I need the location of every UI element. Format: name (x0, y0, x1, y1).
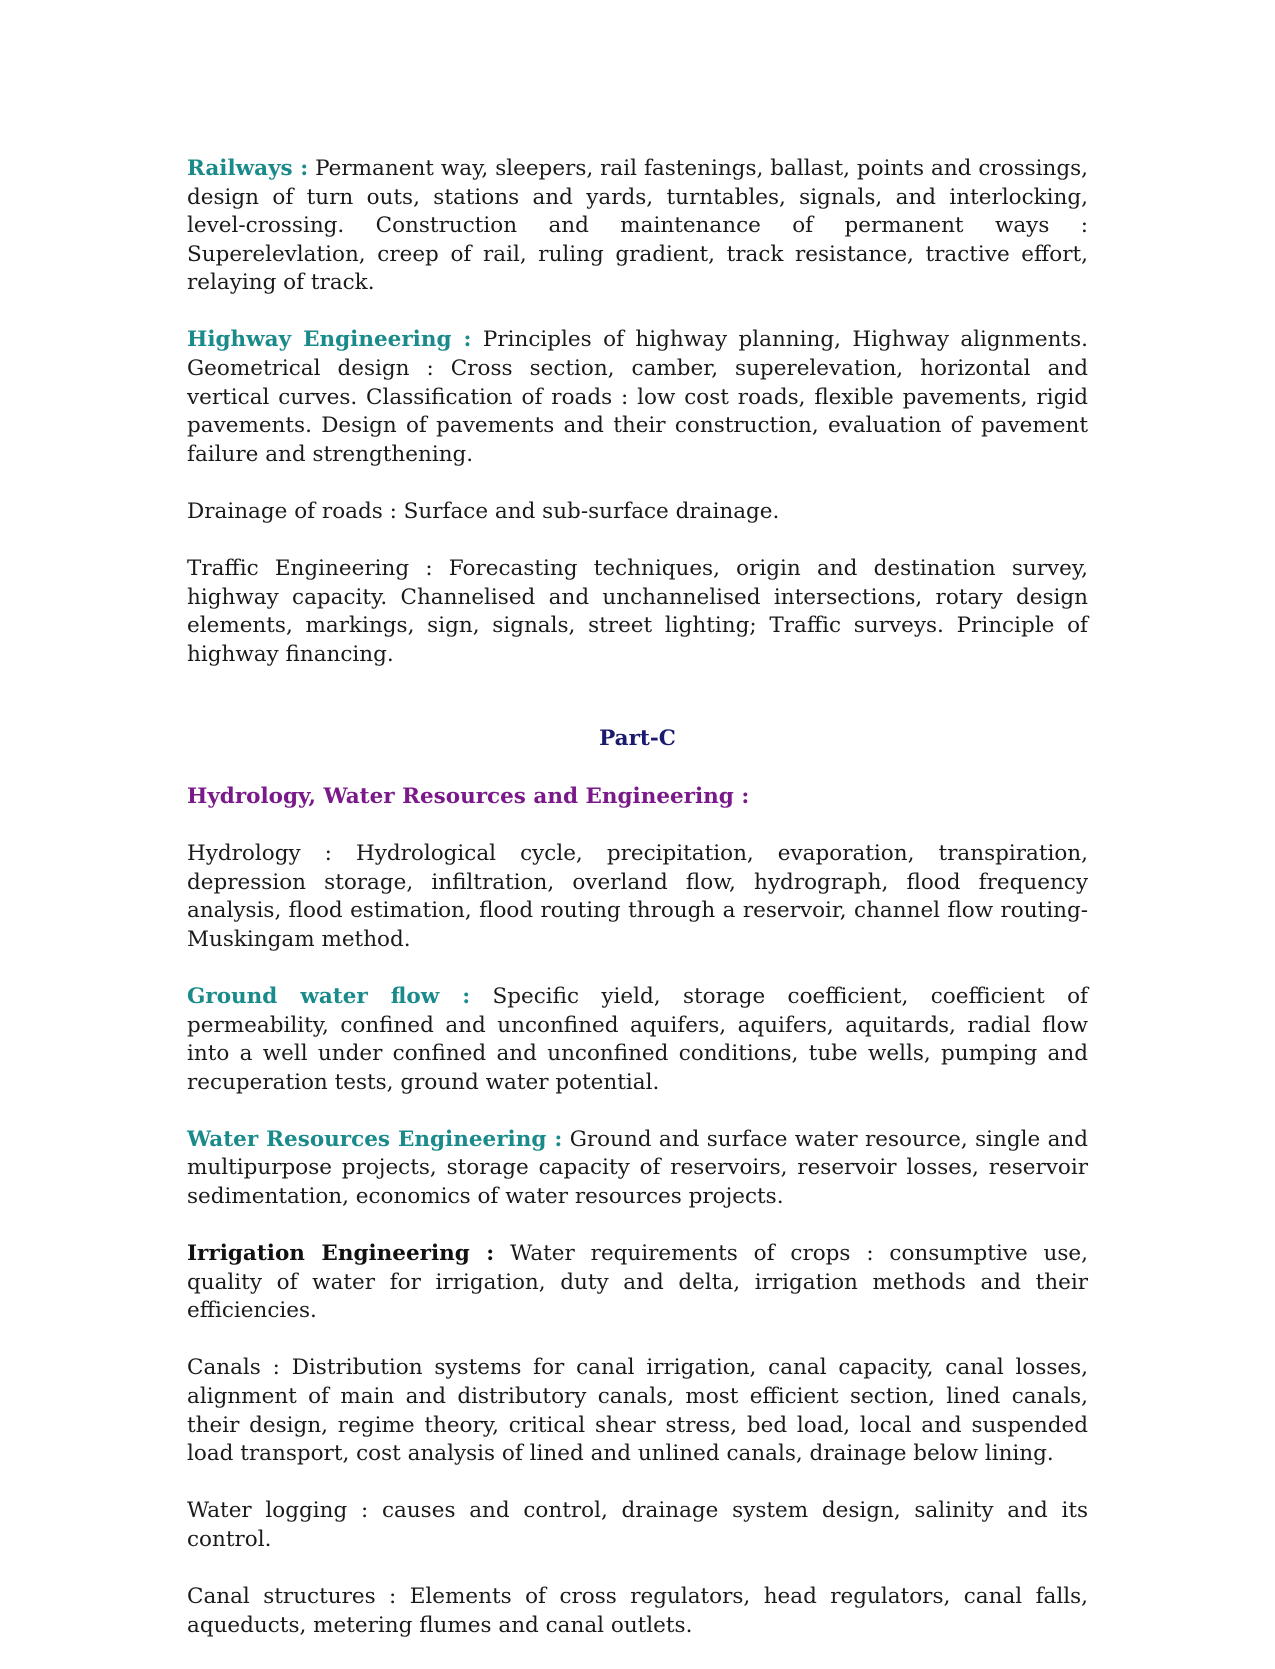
canals-paragraph: Canals : Distribution systems for canal irrigation, canal capacity, canal losses, alignment of main and distributory canals, most efficient section, lined canals, their design, regime theory, critical shear stress, bed load, local and suspended load transport, cost analysis of lined and unlined canals, drainage below lining. (187, 1355, 1088, 1467)
part-heading: Part-C (599, 726, 676, 752)
traffic-engineering-paragraph: Traffic Engineering : Forecasting techniques, origin and destination survey, highway capacity. Channelised and unchannelised intersections, rotary design elements, markings, sign, signals, street lighting; Traffic surveys. Principle of highway financing. (187, 556, 1088, 667)
railways-paragraph (187, 155, 1088, 298)
section-heading: Hydrology, Water Resources and Engineering : (187, 784, 750, 809)
ground-water-flow-lead: Ground water flow : (187, 983, 471, 1009)
water-resources-engineering-lead: Water Resources Engineering : (187, 1126, 563, 1152)
railways-lead: Railways : (187, 156, 309, 181)
ground-water-flow-body: Specific yield, storage coefficient, coefficient of permeability, confined and unconfined aquifers, aquifers, aquitards, radial flow into a well under confined and unconfined conditions, tube wells, pumping and recuperation tests, ground water potential. (187, 983, 1088, 1095)
irrigation-engineering-paragraph (187, 1240, 1088, 1326)
drainage-of-roads-paragraph: Drainage of roads : Surface and sub-surface drainage. (187, 498, 780, 524)
water-logging-paragraph: Water logging : causes and control, drainage system design, salinity and its control. (187, 1498, 1088, 1552)
water-resources-engineering-paragraph (187, 1126, 1088, 1212)
canal-structures-paragraph: Canal structures : Elements of cross regulators, head regulators, canal falls, aqueducts, metering flumes and canal outlets. (187, 1583, 1088, 1638)
water-resources-engineering-body: Ground and surface water resource, single and multipurpose projects, storage capacity of reservoirs, reservoir losses, reservoir sedimentation, economics of water resources projects. (187, 1126, 1089, 1210)
hydrology-paragraph: Hydrology : Hydrological cycle, precipitation, evaporation, transpiration, depression storage, infiltration, overland flow, hydrograph, flood frequency analysis, flood estimation, flood routing through a reservoir, channel flow routing-Muskingam method. (187, 841, 1088, 952)
ground-water-flow-paragraph (187, 983, 1088, 1097)
document-page (187, 155, 1088, 1669)
highway-engineering-body: Principles of highway planning, Highway alignments. Geometrical design : Cross section, camber, superelevation, horizontal and vertical curves. Classification of roads : low cost roads, flexible pavements, rigid pavements. Design of pavements and their construction, evaluation of pavement failure and strengthening. (187, 327, 1089, 467)
railways-body: Permanent way, sleepers, rail fastenings, ballast, points and crossings, design of turn outs, stations and yards, turntables, signals, and interlocking, level-crossing. Construction and maintenance of permanent ways : Superelevlation, creep of rail, ruling gradient, track resistance, tractive effort, relaying of track. (187, 156, 1089, 296)
irrigation-engineering-body: Water requirements of crops : consumptive use, quality of water for irrigation, duty and delta, irrigation methods and their efficiencies. (187, 1241, 1088, 1324)
irrigation-engineering-lead: Irrigation Engineering : (187, 1241, 495, 1267)
highway-engineering-lead: Highway Engineering : (187, 327, 472, 353)
highway-engineering-paragraph (187, 326, 1088, 469)
